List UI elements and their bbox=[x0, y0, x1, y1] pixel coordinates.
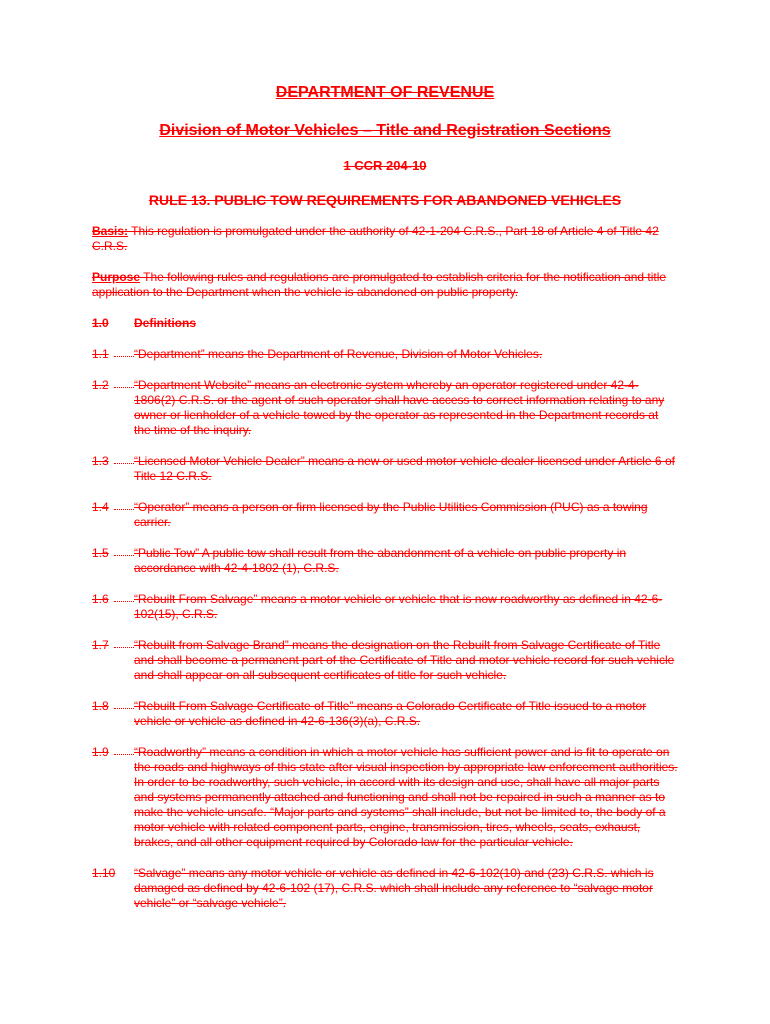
section-text: “Salvage” means any motor vehicle or vehicle as defined in 42-6-102(10) and (23) C.R.S. which is damaged as defined by 42-6-102 (17), C.R.S. which shall include any reference to “salvage motor vehicle” or “salvage vehicle”. bbox=[134, 866, 654, 910]
section-1-4 bbox=[92, 500, 678, 530]
section-text: “Department” means the Department of Revenue, Division of Motor Vehicles. bbox=[134, 347, 543, 361]
section-text: “Rebuilt From Salvage” means a motor vehicle or vehicle that is now roadworthy as defined in 42-6-102(15), C.R.S. bbox=[134, 592, 663, 621]
section-text: “Department Website” means an electronic system whereby an operator registered under 42-4-1806(2) C.R.S. or the agent of such operator shall have access to correct information relating to any owner or lienholder of a vehicle towed by the operator as represented in the Department records at the time of the inquiry. bbox=[134, 378, 665, 437]
purpose-text: The following rules and regulations are promulgated to establish criteria for the notification and title application to the Department when the vehicle is abandoned on public property. bbox=[92, 270, 667, 299]
section-number: 1.3 bbox=[92, 454, 109, 468]
leader-dots bbox=[114, 647, 134, 648]
section-text: “Public Tow” A public tow shall result from the abandonment of a vehicle on public property in accordance with 42-4-1802 (1), C.R.S. bbox=[134, 546, 627, 575]
section-number: 1.0 bbox=[92, 316, 109, 330]
section-text: “Licensed Motor Vehicle Dealer” means a new or used motor vehicle dealer licensed under Article 6 of Title 12 C.R.S. bbox=[134, 454, 675, 483]
section-1-0 bbox=[92, 316, 678, 331]
basis-label: Basis: bbox=[92, 224, 129, 238]
leader-dots bbox=[114, 708, 134, 709]
department-title: DEPARTMENT OF REVENUE bbox=[275, 84, 495, 101]
leader-dots bbox=[114, 356, 134, 357]
section-1-2 bbox=[92, 378, 678, 438]
section-1-3 bbox=[92, 454, 678, 484]
leader-dots bbox=[114, 387, 134, 388]
section-1-9 bbox=[92, 745, 678, 850]
section-text: “Operator” means a person or firm licensed by the Public Utilities Commission (PUC) as a towing carrier. bbox=[134, 500, 648, 529]
basis-text: This regulation is promulgated under the authority of 42-1-204 C.R.S., Part 18 of Article 4 of Title 42 C.R.S. bbox=[92, 224, 659, 253]
leader-dots bbox=[114, 463, 134, 464]
leader-dots bbox=[114, 509, 134, 510]
section-text: Definitions bbox=[134, 316, 196, 330]
section-1-7 bbox=[92, 638, 678, 683]
leader-dots bbox=[114, 754, 134, 755]
leader-dots bbox=[114, 555, 134, 556]
section-number: 1.2 bbox=[92, 378, 109, 392]
section-number: 1.8 bbox=[92, 699, 109, 713]
section-number: 1.10 bbox=[92, 866, 116, 880]
section-1-10 bbox=[92, 866, 678, 911]
section-number: 1.1 bbox=[92, 347, 109, 361]
section-number: 1.4 bbox=[92, 500, 109, 514]
division-subtitle: Division of Motor Vehicles – Title and Registration Sections bbox=[159, 122, 611, 139]
purpose-label: Purpose bbox=[92, 270, 141, 284]
section-text: “Rebuilt from Salvage Brand” means the designation on the Rebuilt from Salvage Certificate of Title and shall become a permanent part of the Certificate of Title and motor vehicle record for such vehicle and shall appear on all subsequent certificates of title for such vehicle. bbox=[134, 638, 675, 682]
section-number: 1.6 bbox=[92, 592, 109, 606]
section-text: “Rebuilt From Salvage Certificate of Title” means a Colorado Certificate of Title issued to a motor vehicle or vehicle as defined in 42-6-136(3)(a), C.R.S. bbox=[134, 699, 647, 728]
section-number: 1.5 bbox=[92, 546, 109, 560]
purpose-paragraph bbox=[92, 270, 678, 300]
section-number: 1.9 bbox=[92, 745, 109, 759]
section-text: “Roadworthy” means a condition in which a motor vehicle has sufficient power and is fit to operate on the roads and highways of this state after visual inspection by appropriate law enforcement authorities. In order to be roadworthy, such vehicle, in accord with its design and use, shall have all major parts and systems permanently attached and functioning and shall not be repaired in such a manner as to make the vehicle unsafe. “Major parts and systems” shall include, but not be limited to, the body of a motor vehicle with related component parts, engine, transmission, tires, wheels, seats, exhaust, brakes, and all other equipment required by Colorado law for the particular vehicle. bbox=[134, 745, 678, 849]
section-1-5 bbox=[92, 546, 678, 576]
section-number: 1.7 bbox=[92, 638, 109, 652]
basis-paragraph bbox=[92, 224, 678, 254]
ccr-number: 1 CCR 204-10 bbox=[343, 158, 427, 173]
section-1-1 bbox=[92, 347, 678, 362]
leader-dots bbox=[114, 601, 134, 602]
rule-title: RULE 13. PUBLIC TOW REQUIREMENTS FOR ABANDONED VEHICLES bbox=[148, 192, 622, 208]
section-1-8 bbox=[92, 699, 678, 729]
section-1-6 bbox=[92, 592, 678, 622]
